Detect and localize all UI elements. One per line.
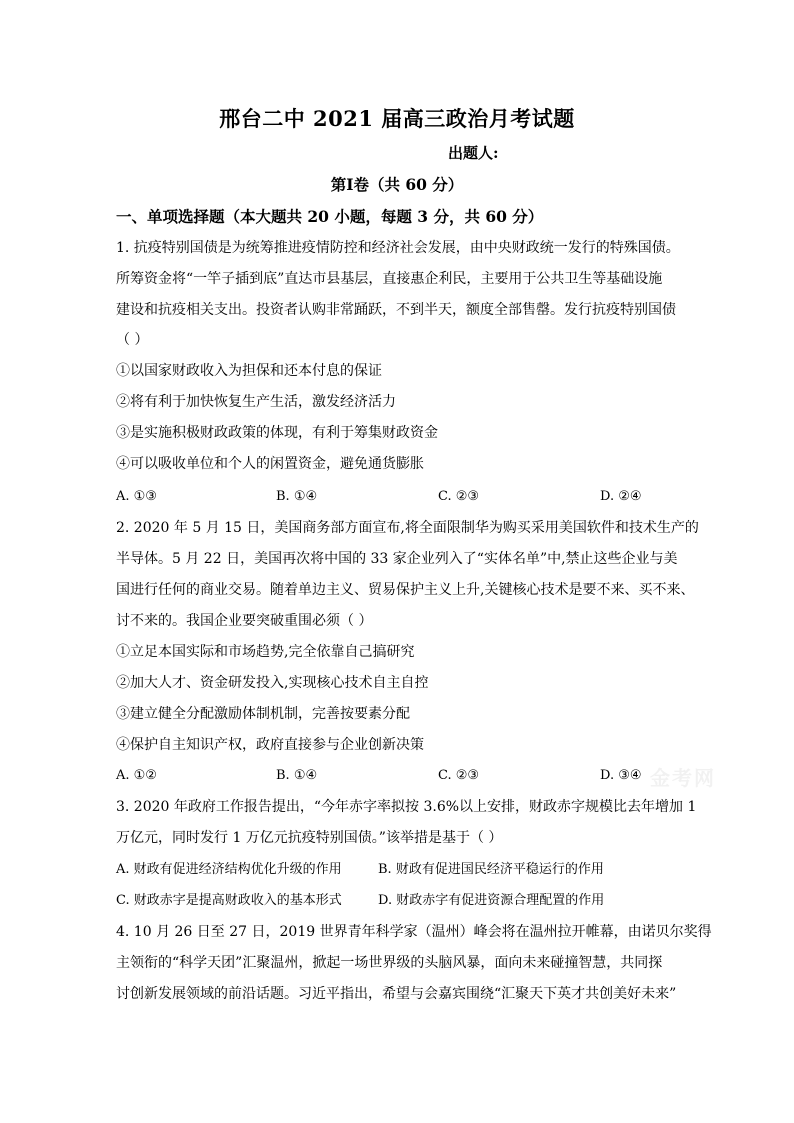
question-2-option-a[interactable]: A. ①② — [116, 768, 157, 783]
question-2-line-2: 半导体。5 月 22 日，美国再次将中国的 33 家企业列入了“实体名单”中,禁止这些企业与美 — [116, 551, 678, 567]
section-heading: 一、单项选择题（本大题共 20 小题，每题 3 分，共 60 分） — [116, 207, 544, 226]
question-3-line-2: 万亿元，同时发行 1 万亿元抗疫特别国债。”该举措是基于（ ） — [116, 830, 503, 846]
question-2-line-1: 2. 2020 年 5 月 15 日，美国商务部方面宣布,将全面限制华为购买采用美国软件和技术生产的 — [116, 520, 699, 536]
question-2-statement-3: ③建立健全分配激励体制机制，完善按要素分配 — [116, 706, 410, 722]
volume-heading: 第Ⅰ卷（共 60 分） — [330, 175, 464, 194]
question-3-option-c[interactable]: C. 财政赤字是提高财政收入的基本形式 — [116, 893, 342, 908]
question-2-line-3: 国进行任何的商业交易。随着单边主义、贸易保护主义上升,关键核心技术是要不来、买不来、 — [116, 582, 695, 598]
question-2-statement-1: ①立足本国实际和市场趋势,完全依靠自己搞研究 — [116, 644, 415, 660]
question-1-statement-1: ①以国家财政收入为担保和还本付息的保证 — [116, 363, 382, 379]
watermark: 金考网 — [650, 766, 716, 790]
question-4-line-1: 4. 10 月 26 日至 27 日，2019 世界青年科学家（温州）峰会将在温州拉开帷幕，由诺贝尔奖得 — [116, 924, 712, 940]
question-4-line-3: 讨创新发展领域的前沿话题。习近平指出，希望与会嘉宾围绕“汇聚天下英才共创美好未来” — [116, 986, 677, 1002]
question-1-option-c[interactable]: C. ②③ — [438, 489, 480, 504]
question-1-line-2: 所筹资金将“一竿子插到底”直达市县基层，直接惠企利民，主要用于公共卫生等基础设施 — [116, 271, 663, 287]
author-label: 出题人: — [448, 144, 499, 162]
question-1-statement-4: ④可以吸收单位和个人的闲置资金，避免通货膨胀 — [116, 456, 424, 472]
question-1-line-3: 建设和抗疫相关支出。投资者认购非常踊跃，不到半天，额度全部售罄。发行抗疫特别国债 — [116, 302, 676, 318]
question-4-line-2: 主领衔的“科学天团”汇聚温州，掀起一场世界级的头脑风暴，面向未来碰撞智慧，共同探 — [116, 955, 663, 971]
question-2-statement-4: ④保护自主知识产权，政府直接参与企业创新决策 — [116, 737, 424, 753]
question-1-option-b[interactable]: B. ①④ — [276, 489, 318, 504]
question-1-option-d[interactable]: D. ②④ — [600, 489, 642, 504]
question-2-option-c[interactable]: C. ②③ — [438, 768, 480, 783]
question-3-option-a[interactable]: A. 财政有促进经济结构优化升级的作用 — [116, 862, 342, 877]
question-2-line-4: 讨不来的。我国企业要突破重围必须（ ） — [116, 613, 373, 629]
question-2-statement-2: ②加大人才、资金研发投入,实现核心技术自主自控 — [116, 675, 429, 691]
question-3-option-b[interactable]: B. 财政有促进国民经济平稳运行的作用 — [378, 862, 604, 877]
question-3-line-1: 3. 2020 年政府工作报告提出，“今年赤字率拟按 3.6%以上安排，财政赤字规模比去年增加 1 — [116, 799, 697, 815]
question-2-option-b[interactable]: B. ①④ — [276, 768, 318, 783]
question-1-line-1: 1. 抗疫特别国债是为统筹推进疫情防控和经济社会发展，由中央财政统一发行的特殊国债。 — [116, 240, 680, 256]
question-2-option-d[interactable]: D. ③④ — [600, 768, 642, 783]
question-3-option-d[interactable]: D. 财政赤字有促进资源合理配置的作用 — [378, 893, 605, 908]
question-1-statement-3: ③是实施积极财政政策的体现，有利于筹集财政资金 — [116, 425, 438, 441]
question-1-statement-2: ②将有利于加快恢复生产生活，激发经济活力 — [116, 394, 396, 410]
question-1-option-a[interactable]: A. ①③ — [116, 489, 157, 504]
question-1-answer-blank: （ ） — [116, 332, 149, 348]
exam-title: 邢台二中 2021 届高三政治月考试题 — [219, 106, 575, 131]
